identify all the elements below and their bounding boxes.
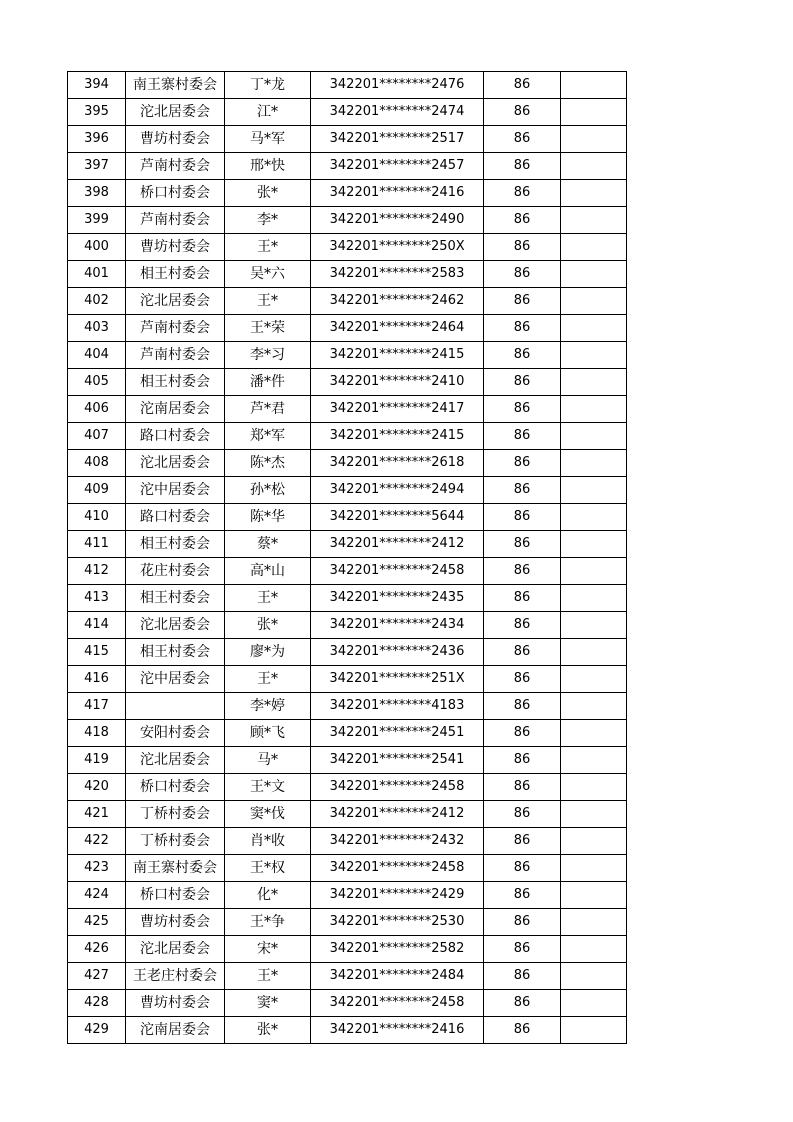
row-score: 86 (484, 774, 561, 801)
row-id-number: 342201********2435 (311, 585, 484, 612)
row-id-number: 342201********2457 (311, 153, 484, 180)
row-score: 86 (484, 180, 561, 207)
row-unit: 安阳村委会 (126, 720, 225, 747)
row-unit: 相王村委会 (126, 369, 225, 396)
row-id-number: 342201********2416 (311, 1017, 484, 1044)
row-note (561, 99, 627, 126)
row-id-number: 342201********2517 (311, 126, 484, 153)
row-number: 417 (68, 693, 126, 720)
row-id-number: 342201********2476 (311, 72, 484, 99)
row-name: 马*军 (225, 126, 311, 153)
row-unit: 沱北居委会 (126, 936, 225, 963)
row-id-number: 342201********2530 (311, 909, 484, 936)
row-unit: 沱北居委会 (126, 99, 225, 126)
row-note (561, 612, 627, 639)
table-row (68, 477, 627, 504)
row-note (561, 774, 627, 801)
table-row (68, 612, 627, 639)
table-row (68, 126, 627, 153)
row-number: 424 (68, 882, 126, 909)
row-score: 86 (484, 666, 561, 693)
table-row (68, 531, 627, 558)
row-note (561, 720, 627, 747)
row-unit: 花庄村委会 (126, 558, 225, 585)
table-row (68, 207, 627, 234)
row-score: 86 (484, 882, 561, 909)
row-score: 86 (484, 963, 561, 990)
row-score: 86 (484, 72, 561, 99)
roster-table (67, 71, 627, 1044)
row-score: 86 (484, 315, 561, 342)
row-id-number: 342201********2582 (311, 936, 484, 963)
table-row (68, 774, 627, 801)
row-number: 425 (68, 909, 126, 936)
row-score: 86 (484, 936, 561, 963)
row-note (561, 531, 627, 558)
row-score: 86 (484, 558, 561, 585)
row-note (561, 639, 627, 666)
row-number: 395 (68, 99, 126, 126)
row-score: 86 (484, 261, 561, 288)
row-number: 422 (68, 828, 126, 855)
row-note (561, 801, 627, 828)
row-score: 86 (484, 234, 561, 261)
table-row (68, 153, 627, 180)
row-name: 廖*为 (225, 639, 311, 666)
row-score: 86 (484, 396, 561, 423)
row-number: 397 (68, 153, 126, 180)
row-unit: 路口村委会 (126, 504, 225, 531)
row-name: 王* (225, 963, 311, 990)
table-row (68, 693, 627, 720)
table-row (68, 180, 627, 207)
row-name: 顾*飞 (225, 720, 311, 747)
row-unit: 丁桥村委会 (126, 828, 225, 855)
row-id-number: 342201********2412 (311, 801, 484, 828)
row-unit: 桥口村委会 (126, 180, 225, 207)
row-id-number: 342201********2429 (311, 882, 484, 909)
row-number: 415 (68, 639, 126, 666)
row-name: 吴*六 (225, 261, 311, 288)
row-note (561, 855, 627, 882)
row-name: 丁*龙 (225, 72, 311, 99)
row-unit: 桥口村委会 (126, 882, 225, 909)
row-score: 86 (484, 639, 561, 666)
row-note (561, 369, 627, 396)
row-number: 416 (68, 666, 126, 693)
row-number: 418 (68, 720, 126, 747)
table-row (68, 423, 627, 450)
row-score: 86 (484, 369, 561, 396)
row-id-number: 342201********251X (311, 666, 484, 693)
row-unit: 路口村委会 (126, 423, 225, 450)
table-row (68, 261, 627, 288)
row-id-number: 342201********2464 (311, 315, 484, 342)
row-note (561, 747, 627, 774)
row-name: 李* (225, 207, 311, 234)
table-row (68, 720, 627, 747)
row-number: 403 (68, 315, 126, 342)
row-score: 86 (484, 450, 561, 477)
table-row (68, 882, 627, 909)
row-number: 428 (68, 990, 126, 1017)
row-name: 王*荣 (225, 315, 311, 342)
row-id-number: 342201********2458 (311, 774, 484, 801)
row-number: 401 (68, 261, 126, 288)
row-score: 86 (484, 423, 561, 450)
table-row (68, 936, 627, 963)
row-id-number: 342201********2412 (311, 531, 484, 558)
row-number: 412 (68, 558, 126, 585)
row-note (561, 558, 627, 585)
table-row (68, 234, 627, 261)
row-unit: 曹坊村委会 (126, 234, 225, 261)
table-row (68, 801, 627, 828)
row-id-number: 342201********2417 (311, 396, 484, 423)
row-note (561, 315, 627, 342)
row-name: 化* (225, 882, 311, 909)
table-row (68, 855, 627, 882)
row-number: 423 (68, 855, 126, 882)
row-number: 413 (68, 585, 126, 612)
row-note (561, 423, 627, 450)
table-row (68, 639, 627, 666)
row-unit: 曹坊村委会 (126, 990, 225, 1017)
row-name: 肖*收 (225, 828, 311, 855)
table-row (68, 990, 627, 1017)
row-unit: 沱中居委会 (126, 666, 225, 693)
row-name: 李*习 (225, 342, 311, 369)
row-score: 86 (484, 828, 561, 855)
row-unit: 相王村委会 (126, 639, 225, 666)
row-number: 394 (68, 72, 126, 99)
row-number: 405 (68, 369, 126, 396)
row-name: 蔡* (225, 531, 311, 558)
row-number: 399 (68, 207, 126, 234)
row-unit: 芦南村委会 (126, 342, 225, 369)
row-score: 86 (484, 477, 561, 504)
row-name: 孙*松 (225, 477, 311, 504)
row-number: 402 (68, 288, 126, 315)
row-unit: 相王村委会 (126, 585, 225, 612)
row-id-number: 342201********250X (311, 234, 484, 261)
row-score: 86 (484, 720, 561, 747)
row-id-number: 342201********2434 (311, 612, 484, 639)
table-row (68, 828, 627, 855)
row-note (561, 180, 627, 207)
row-number: 409 (68, 477, 126, 504)
row-name: 张* (225, 612, 311, 639)
row-id-number: 342201********2410 (311, 369, 484, 396)
table-row (68, 747, 627, 774)
row-id-number: 342201********2458 (311, 855, 484, 882)
row-score: 86 (484, 909, 561, 936)
row-score: 86 (484, 153, 561, 180)
row-id-number: 342201********2458 (311, 990, 484, 1017)
row-score: 86 (484, 207, 561, 234)
row-note (561, 234, 627, 261)
row-note (561, 1017, 627, 1044)
row-unit: 沱北居委会 (126, 747, 225, 774)
row-unit: 芦南村委会 (126, 153, 225, 180)
row-name: 马* (225, 747, 311, 774)
row-number: 414 (68, 612, 126, 639)
row-name: 王*权 (225, 855, 311, 882)
row-name: 王*文 (225, 774, 311, 801)
row-note (561, 936, 627, 963)
roster-body (68, 72, 627, 1044)
row-unit: 南王寨村委会 (126, 72, 225, 99)
row-name: 江* (225, 99, 311, 126)
row-name: 潘*件 (225, 369, 311, 396)
row-id-number: 342201********2436 (311, 639, 484, 666)
row-note (561, 909, 627, 936)
row-unit: 曹坊村委会 (126, 126, 225, 153)
row-name: 窦*伐 (225, 801, 311, 828)
row-number: 408 (68, 450, 126, 477)
row-note (561, 693, 627, 720)
row-unit: 芦南村委会 (126, 315, 225, 342)
row-id-number: 342201********2458 (311, 558, 484, 585)
row-note (561, 585, 627, 612)
row-note (561, 288, 627, 315)
row-unit: 沱北居委会 (126, 288, 225, 315)
row-unit: 沱中居委会 (126, 477, 225, 504)
table-row (68, 558, 627, 585)
row-note (561, 342, 627, 369)
table-row (68, 909, 627, 936)
table-row (68, 288, 627, 315)
row-note (561, 477, 627, 504)
row-number: 411 (68, 531, 126, 558)
row-id-number: 342201********4183 (311, 693, 484, 720)
row-score: 86 (484, 288, 561, 315)
table-row (68, 963, 627, 990)
row-unit: 南王寨村委会 (126, 855, 225, 882)
row-name: 王* (225, 666, 311, 693)
row-unit: 沱南居委会 (126, 396, 225, 423)
row-note (561, 504, 627, 531)
row-score: 86 (484, 531, 561, 558)
row-id-number: 342201********2583 (311, 261, 484, 288)
table-row (68, 450, 627, 477)
row-name: 陈*华 (225, 504, 311, 531)
row-id-number: 342201********2484 (311, 963, 484, 990)
row-number: 400 (68, 234, 126, 261)
row-score: 86 (484, 126, 561, 153)
row-name: 王*争 (225, 909, 311, 936)
row-unit: 桥口村委会 (126, 774, 225, 801)
row-unit: 王老庄村委会 (126, 963, 225, 990)
row-id-number: 342201********2490 (311, 207, 484, 234)
row-score: 86 (484, 99, 561, 126)
row-number: 419 (68, 747, 126, 774)
table-row (68, 99, 627, 126)
row-unit: 相王村委会 (126, 531, 225, 558)
row-id-number: 342201********2415 (311, 423, 484, 450)
row-id-number: 342201********2474 (311, 99, 484, 126)
row-name: 王* (225, 585, 311, 612)
table-row (68, 504, 627, 531)
row-note (561, 828, 627, 855)
row-id-number: 342201********2494 (311, 477, 484, 504)
row-number: 427 (68, 963, 126, 990)
row-id-number: 342201********2416 (311, 180, 484, 207)
row-name: 陈*杰 (225, 450, 311, 477)
row-score: 86 (484, 990, 561, 1017)
row-score: 86 (484, 342, 561, 369)
row-number: 404 (68, 342, 126, 369)
row-unit: 丁桥村委会 (126, 801, 225, 828)
row-id-number: 342201********2415 (311, 342, 484, 369)
row-unit (126, 693, 225, 720)
row-id-number: 342201********2432 (311, 828, 484, 855)
row-unit: 曹坊村委会 (126, 909, 225, 936)
row-unit: 相王村委会 (126, 261, 225, 288)
row-name: 高*山 (225, 558, 311, 585)
row-name: 李*婷 (225, 693, 311, 720)
row-name: 芦*君 (225, 396, 311, 423)
row-score: 86 (484, 612, 561, 639)
row-name: 王* (225, 234, 311, 261)
row-unit: 沱北居委会 (126, 450, 225, 477)
row-note (561, 207, 627, 234)
row-number: 410 (68, 504, 126, 531)
row-id-number: 342201********2541 (311, 747, 484, 774)
row-name: 邢*快 (225, 153, 311, 180)
row-score: 86 (484, 693, 561, 720)
row-number: 407 (68, 423, 126, 450)
row-note (561, 396, 627, 423)
row-name: 窦* (225, 990, 311, 1017)
row-note (561, 153, 627, 180)
row-note (561, 72, 627, 99)
row-number: 420 (68, 774, 126, 801)
row-note (561, 666, 627, 693)
row-note (561, 963, 627, 990)
row-note (561, 450, 627, 477)
row-score: 86 (484, 855, 561, 882)
table-row (68, 369, 627, 396)
row-name: 张* (225, 180, 311, 207)
table-row (68, 585, 627, 612)
row-score: 86 (484, 801, 561, 828)
row-note (561, 882, 627, 909)
row-unit: 芦南村委会 (126, 207, 225, 234)
table-row (68, 315, 627, 342)
row-id-number: 342201********2618 (311, 450, 484, 477)
row-unit: 沱南居委会 (126, 1017, 225, 1044)
row-id-number: 342201********2462 (311, 288, 484, 315)
row-score: 86 (484, 747, 561, 774)
row-number: 429 (68, 1017, 126, 1044)
row-name: 宋* (225, 936, 311, 963)
row-note (561, 126, 627, 153)
row-score: 86 (484, 504, 561, 531)
table-row (68, 396, 627, 423)
table-row (68, 666, 627, 693)
row-score: 86 (484, 1017, 561, 1044)
row-note (561, 990, 627, 1017)
row-number: 406 (68, 396, 126, 423)
row-number: 396 (68, 126, 126, 153)
row-number: 398 (68, 180, 126, 207)
row-number: 421 (68, 801, 126, 828)
table-row (68, 72, 627, 99)
table-row (68, 342, 627, 369)
row-name: 王* (225, 288, 311, 315)
row-name: 张* (225, 1017, 311, 1044)
row-score: 86 (484, 585, 561, 612)
row-id-number: 342201********2451 (311, 720, 484, 747)
row-number: 426 (68, 936, 126, 963)
row-note (561, 261, 627, 288)
row-name: 郑*军 (225, 423, 311, 450)
table-row (68, 1017, 627, 1044)
row-unit: 沱北居委会 (126, 612, 225, 639)
row-id-number: 342201********5644 (311, 504, 484, 531)
